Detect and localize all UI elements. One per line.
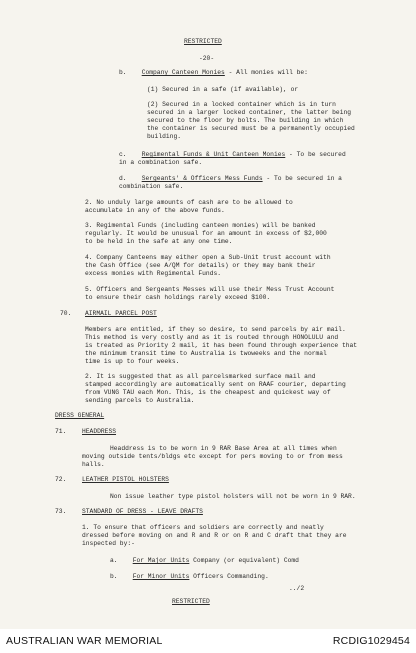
section-70-para2-line: 2. It is suggested that as all parcelsmarked surface mail and (85, 373, 316, 380)
para-3-line: to be held in the safe at any one time. (85, 238, 233, 245)
section-71-number: 71. (55, 428, 67, 435)
item-text: Company (or equivalent) Comd (189, 557, 299, 564)
section-72-line: Non issue leather type pistol holsters will not be worn in 9 RAR. (110, 493, 356, 500)
option-2-line: secured in a larger locked container, the latter being (147, 109, 352, 116)
subpara-b (119, 69, 308, 77)
archive-name: AUSTRALIAN WAR MEMORIAL (6, 635, 163, 647)
item-number: a. (110, 557, 118, 564)
subpara-c (119, 151, 346, 159)
subpara-d-line2: combination safe. (119, 183, 184, 190)
option-2-line: building. (147, 133, 182, 140)
subpara-title: Regimental Funds & Unit Canteen Monies (141, 151, 286, 158)
section-70-number: 70. (60, 310, 72, 317)
option-2-line: the container is secured must be a permanently occupied (147, 125, 355, 132)
section-70-line: Members are entitled, if they so desire, to send parcels by air mail. (85, 326, 346, 333)
subpara-title: Sergeants' & Officers Mess Funds (141, 175, 263, 182)
section-70-line: the minimum transit time to Australia is twoweeks and the normal (85, 350, 327, 357)
section-70-para2-line: sending parcels to Australia. (85, 397, 195, 404)
section-72-number: 72. (55, 476, 67, 483)
subpara-number: b. (119, 69, 127, 76)
section-70-line: This method is very costly and as it is routed through HONOLULU and (85, 334, 339, 341)
continuation-mark: ../2 (289, 585, 305, 592)
section-70-line: time is up to four weeks. (85, 358, 180, 365)
option-2-line: secured to the floor by bolts. The building in which (147, 117, 344, 124)
para-5-line: to ensure their cash holdings rarely exceed $100. (85, 294, 271, 301)
section-73-line: 1. To ensure that officers and soldiers are correctly and neatly (82, 524, 324, 531)
section-73-number: 73. (55, 508, 67, 515)
footer-restricted: RESTRICTED (172, 598, 210, 605)
section-73-line: inspected by:- (82, 540, 135, 547)
section-72-title: LEATHER PISTOL HOLSTERS (82, 476, 169, 483)
section-73-item-b (110, 573, 269, 581)
para-2-line: accumulate in any of the above funds. (85, 207, 225, 214)
section-71-title: HEADDRESS (82, 428, 117, 435)
section-70-para2-line: from VUNG TAU each Mon. This, is the cheapest and quickest way of (85, 389, 331, 396)
option-2-line: (2) Secured in a locked container which is in turn (147, 101, 336, 108)
section-71-line: halls. (82, 461, 105, 468)
subpara-c-line2: in a combination safe. (119, 159, 203, 166)
para-3-line: regularly. It would be unusual for an amount in excess of $2,000 (85, 230, 327, 237)
item-title: For Major Units (132, 557, 190, 564)
heading-dress-general: DRESS GENERAL (55, 412, 105, 419)
subpara-title: Company Canteen Monies (141, 69, 225, 76)
para-4-line: 4. Company Canteens may either open a Sub-Unit trust account with (85, 254, 331, 261)
para-3-line: 3. Regimental Funds (including canteen monies) will be banked (85, 222, 316, 229)
section-71-line: moving outside tents/bldgs etc except for pers moving to or from mess (82, 453, 343, 460)
section-71-line: Headdress is to be worn in 9 RAR Base Area at all times when (110, 445, 337, 452)
subpara-number: c. (119, 151, 127, 158)
section-73-title: STANDARD OF DRESS - LEAVE DRAFTS (82, 508, 203, 515)
section-73-line: dressed before moving on and R and R or on R and C draft that they are (82, 532, 347, 539)
subpara-text: - To be secured in a (262, 175, 342, 182)
subpara-d (119, 175, 342, 183)
item-text: Officers Commanding. (189, 573, 269, 580)
header-restricted: RESTRICTED (184, 38, 222, 45)
section-73-item-a (110, 557, 299, 565)
page-number: -20- (199, 55, 215, 62)
subpara-text: - To be secured (285, 151, 346, 158)
section-70-line: is treated as Priority 2 mail, it has been found through experience that (85, 342, 358, 349)
item-number: b. (110, 573, 118, 580)
subpara-number: d. (119, 175, 127, 182)
para-4-line: excess monies with Regimental Funds. (85, 270, 222, 277)
para-5-line: 5. Officers and Sergeants Messes will use their Mess Trust Account (85, 286, 335, 293)
section-70-title: AIRMAIL PARCEL POST (85, 310, 157, 317)
archive-id: RCDIG1029454 (332, 635, 410, 647)
section-70-para2-line: stamped accordingly are automatically sent on RAAF courier, departing (85, 381, 346, 388)
para-2-line: 2. No unduly large amounts of cash are to be allowed to (85, 199, 293, 206)
subpara-text: - All monies will be: (224, 69, 308, 76)
item-title: For Minor Units (132, 573, 190, 580)
para-4-line: the Cash Office (see A/QM for details) or they may bank their (85, 262, 316, 269)
archive-footer (0, 629, 416, 653)
option-1: (1) Secured in a safe (if available), or (147, 86, 299, 93)
